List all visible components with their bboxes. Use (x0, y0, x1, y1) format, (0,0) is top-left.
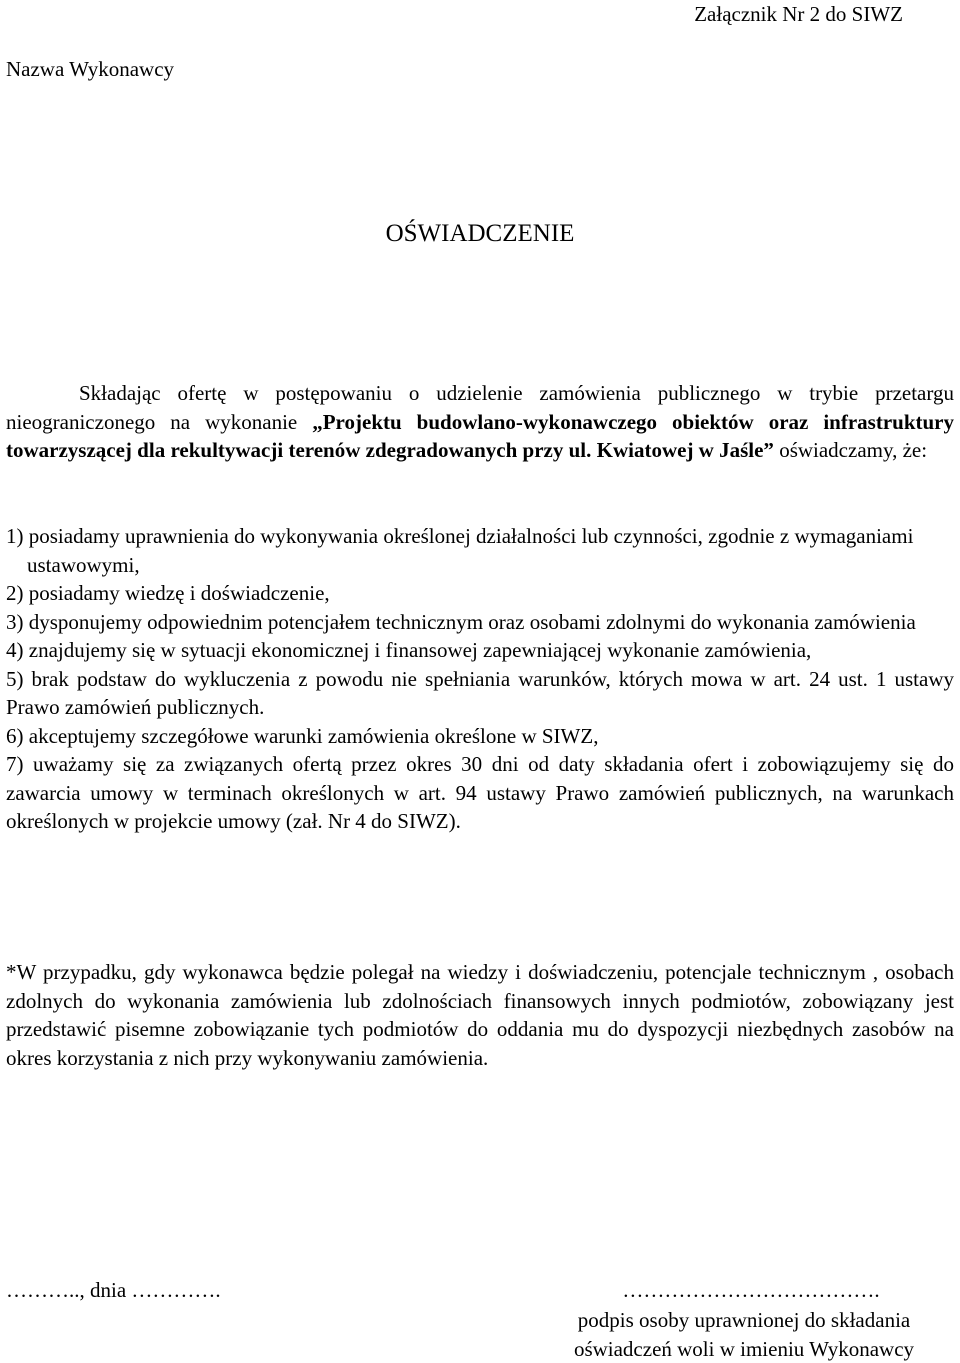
declaration-item-2: 2) posiadamy wiedzę i doświadczenie, (6, 581, 330, 605)
intro-lead: Składając ofertę w postępowaniu o udzielenie zamówienia publicznego w trybie przetargu nieograniczonego na wykonanie (6, 381, 954, 434)
footnote-paragraph: *W przypadku, gdy wykonawca będzie polegał na wiedzy i doświadczeniu, potencjale technicznym , osobach zdolnych do wykonania zamówienia lub zdolnościach finansowych innych podmiotów, zobowiązany jest przedstawić pisemne zobowiązanie tych podmiotów do oddania mu do dyspozycji niezbędnych zasobów na okres korzystania z nich przy wykonywaniu zamówienia. (6, 960, 954, 1070)
declarations-list (6, 522, 954, 836)
annex-label: Załącznik Nr 2 do SIWZ (694, 2, 903, 26)
document-title: OŚWIADCZENIE (385, 220, 575, 247)
signature-caption: podpis osoby uprawnionej do składania oświadczeń woli w imieniu Wykonawcy (573, 1308, 915, 1361)
declaration-item-7: 7) uważamy się za związanych ofertą przez okres 30 dni od daty składania ofert i zobowiązujemy się do zawarcia umowy w terminach określonych w art. 94 ustawy Prawo zamówień publicznych, na warunkach określonych w projekcie umowy (zał. Nr 4 do SIWZ). (6, 752, 954, 833)
declaration-item-4: 4) znajdujemy się w sytuacji ekonomicznej i finansowej zapewniającej wykonanie zamówienia, (6, 638, 812, 662)
intro-tail: oświadczamy, że: (773, 438, 928, 462)
declaration-item-3: 3) dysponujemy odpowiednim potencjałem technicznym oraz osobami zdolnymi do wykonania zamówienia (6, 609, 916, 634)
declaration-item-1: 1) posiadamy uprawnienia do wykonywania określonej działalności lub czynności, zgodnie z wymaganiami ustawowymi, (6, 524, 914, 577)
declaration-item-6: 6) akceptujemy szczegółowe warunki zamówienia określone w SIWZ, (6, 723, 599, 748)
place-date-field: ……….., dnia …………. (6, 1278, 221, 1302)
signature-line: ………………………………. (622, 1278, 880, 1302)
declaration-item-5: 5) brak podstaw do wykluczenia z powodu nie spełniania warunków, których mowa w art. 24 ust. 1 ustawy Prawo zamówień publicznych. (6, 666, 954, 719)
project-name: „Projektu budowlano-wykonawczego obiektów oraz infrastruktury towarzyszącej dla rekultywacji terenów zdegradowanych przy ul. Kwiatowej w Jaśle” (6, 409, 955, 462)
intro-paragraph (6, 379, 954, 465)
contractor-name-label: Nazwa Wykonawcy (6, 57, 175, 81)
